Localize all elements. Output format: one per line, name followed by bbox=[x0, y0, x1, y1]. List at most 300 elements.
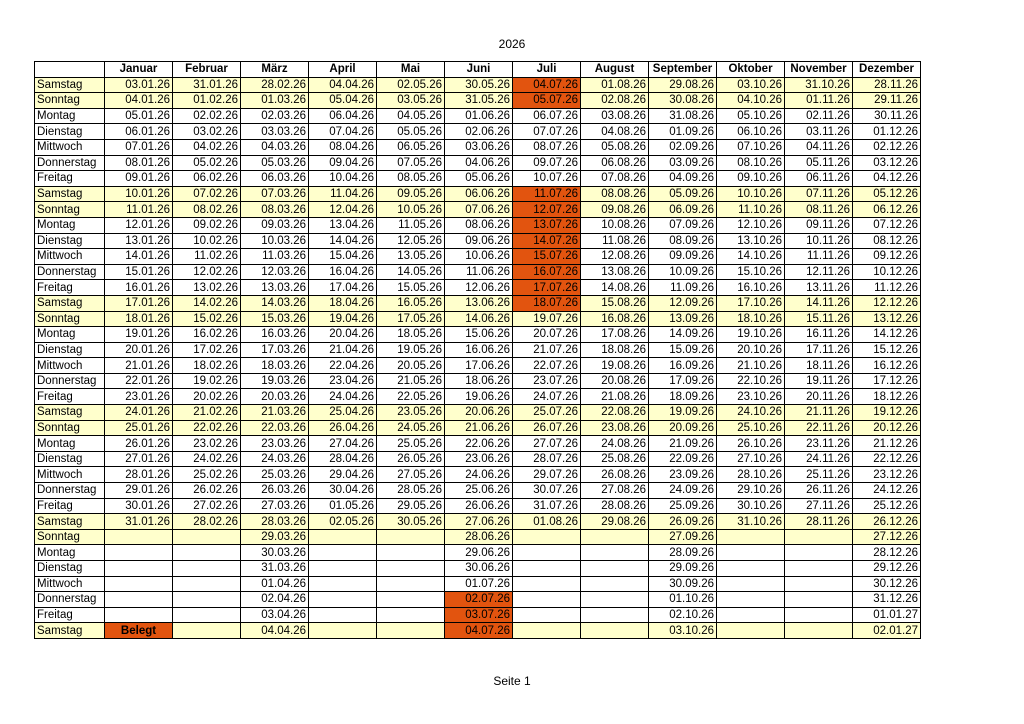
date-cell: 01.08.26 bbox=[581, 77, 649, 93]
date-cell: 10.05.26 bbox=[377, 202, 445, 218]
date-cell: 02.08.26 bbox=[581, 93, 649, 109]
date-cell: 02.01.27 bbox=[853, 623, 921, 639]
date-cell: 03.08.26 bbox=[581, 108, 649, 124]
weekday-label: Sonntag bbox=[35, 93, 105, 109]
date-cell: 16.04.26 bbox=[309, 264, 377, 280]
date-cell: 24.07.26 bbox=[513, 389, 581, 405]
date-cell: 23.05.26 bbox=[377, 405, 445, 421]
date-cell: 03.11.26 bbox=[785, 124, 853, 140]
date-cell bbox=[105, 592, 173, 608]
date-cell: 07.06.26 bbox=[445, 202, 513, 218]
date-cell: 21.11.26 bbox=[785, 405, 853, 421]
date-cell: 01.09.26 bbox=[649, 124, 717, 140]
date-cell: 26.12.26 bbox=[853, 514, 921, 530]
date-cell: 04.09.26 bbox=[649, 171, 717, 187]
date-cell: 14.06.26 bbox=[445, 311, 513, 327]
date-cell: 13.08.26 bbox=[581, 264, 649, 280]
date-cell: 05.09.26 bbox=[649, 186, 717, 202]
date-cell bbox=[173, 607, 241, 623]
date-cell: 24.10.26 bbox=[717, 405, 785, 421]
date-cell: 11.05.26 bbox=[377, 217, 445, 233]
date-cell: 13.04.26 bbox=[309, 217, 377, 233]
date-cell bbox=[377, 623, 445, 639]
date-cell: 11.04.26 bbox=[309, 186, 377, 202]
calendar-row bbox=[35, 233, 921, 249]
date-cell: 18.12.26 bbox=[853, 389, 921, 405]
weekday-label: Donnerstag bbox=[35, 264, 105, 280]
date-cell bbox=[309, 607, 377, 623]
weekday-label: Montag bbox=[35, 108, 105, 124]
date-cell: 24.11.26 bbox=[785, 451, 853, 467]
date-cell: 01.11.26 bbox=[785, 93, 853, 109]
date-cell: 29.08.26 bbox=[649, 77, 717, 93]
date-cell: 24.06.26 bbox=[445, 467, 513, 483]
date-cell: 01.10.26 bbox=[649, 592, 717, 608]
date-cell: 10.11.26 bbox=[785, 233, 853, 249]
date-cell: 19.02.26 bbox=[173, 373, 241, 389]
date-cell: 13.11.26 bbox=[785, 280, 853, 296]
date-cell: 13.09.26 bbox=[649, 311, 717, 327]
date-cell: 12.05.26 bbox=[377, 233, 445, 249]
weekday-label: Sonntag bbox=[35, 420, 105, 436]
date-cell: 31.08.26 bbox=[649, 108, 717, 124]
date-cell: 03.10.26 bbox=[649, 623, 717, 639]
date-cell: 04.01.26 bbox=[105, 93, 173, 109]
date-cell: 04.10.26 bbox=[717, 93, 785, 109]
date-cell: 07.05.26 bbox=[377, 155, 445, 171]
date-cell: 30.05.26 bbox=[445, 77, 513, 93]
date-cell: 27.12.26 bbox=[853, 529, 921, 545]
date-cell: 12.12.26 bbox=[853, 295, 921, 311]
weekday-label: Dienstag bbox=[35, 451, 105, 467]
date-cell: 01.02.26 bbox=[173, 93, 241, 109]
month-header: Mai bbox=[377, 62, 445, 78]
date-cell: 15.09.26 bbox=[649, 342, 717, 358]
month-header: September bbox=[649, 62, 717, 78]
date-cell: 04.08.26 bbox=[581, 124, 649, 140]
date-cell: 02.04.26 bbox=[241, 592, 309, 608]
date-cell: 23.03.26 bbox=[241, 436, 309, 452]
date-cell bbox=[513, 607, 581, 623]
date-cell bbox=[513, 561, 581, 577]
date-cell: 04.05.26 bbox=[377, 108, 445, 124]
date-cell bbox=[513, 592, 581, 608]
date-cell: 09.12.26 bbox=[853, 249, 921, 265]
date-cell: 09.03.26 bbox=[241, 217, 309, 233]
date-cell: 29.11.26 bbox=[853, 93, 921, 109]
date-cell bbox=[581, 576, 649, 592]
date-cell: 27.09.26 bbox=[649, 529, 717, 545]
date-cell bbox=[581, 592, 649, 608]
date-cell: 09.01.26 bbox=[105, 171, 173, 187]
date-cell: 11.08.26 bbox=[581, 233, 649, 249]
date-cell: 15.04.26 bbox=[309, 249, 377, 265]
date-cell: 07.01.26 bbox=[105, 139, 173, 155]
calendar-row bbox=[35, 529, 921, 545]
date-cell: 04.04.26 bbox=[241, 623, 309, 639]
date-cell bbox=[717, 545, 785, 561]
date-cell bbox=[377, 592, 445, 608]
date-cell: 16.10.26 bbox=[717, 280, 785, 296]
date-cell: 18.01.26 bbox=[105, 311, 173, 327]
date-cell: 01.01.27 bbox=[853, 607, 921, 623]
date-cell: 18.03.26 bbox=[241, 358, 309, 374]
calendar-header bbox=[35, 62, 921, 78]
date-cell: 07.07.26 bbox=[513, 124, 581, 140]
date-cell bbox=[581, 623, 649, 639]
calendar-row bbox=[35, 545, 921, 561]
date-cell: 23.02.26 bbox=[173, 436, 241, 452]
date-cell: 05.01.26 bbox=[105, 108, 173, 124]
date-cell: 05.05.26 bbox=[377, 124, 445, 140]
date-cell: 21.12.26 bbox=[853, 436, 921, 452]
date-cell: 12.01.26 bbox=[105, 217, 173, 233]
date-cell: 04.07.26 bbox=[513, 77, 581, 93]
date-cell: 14.12.26 bbox=[853, 327, 921, 343]
date-cell: 29.08.26 bbox=[581, 514, 649, 530]
date-cell: 15.02.26 bbox=[173, 311, 241, 327]
date-cell bbox=[377, 607, 445, 623]
date-cell: 29.10.26 bbox=[717, 483, 785, 499]
date-cell: 20.08.26 bbox=[581, 373, 649, 389]
date-cell: 22.04.26 bbox=[309, 358, 377, 374]
date-cell: 03.12.26 bbox=[853, 155, 921, 171]
date-cell: 20.04.26 bbox=[309, 327, 377, 343]
weekday-label: Samstag bbox=[35, 514, 105, 530]
date-cell: 20.06.26 bbox=[445, 405, 513, 421]
date-cell: 17.07.26 bbox=[513, 280, 581, 296]
weekday-label: Freitag bbox=[35, 280, 105, 296]
date-cell bbox=[513, 623, 581, 639]
date-cell bbox=[309, 623, 377, 639]
calendar-body bbox=[35, 77, 921, 638]
date-cell bbox=[377, 576, 445, 592]
date-cell: 16.05.26 bbox=[377, 295, 445, 311]
date-cell: 22.08.26 bbox=[581, 405, 649, 421]
date-cell: 28.01.26 bbox=[105, 467, 173, 483]
date-cell: 23.11.26 bbox=[785, 436, 853, 452]
weekday-label: Mittwoch bbox=[35, 358, 105, 374]
calendar-row bbox=[35, 389, 921, 405]
date-cell: 19.09.26 bbox=[649, 405, 717, 421]
date-cell: 08.07.26 bbox=[513, 139, 581, 155]
date-cell: 08.05.26 bbox=[377, 171, 445, 187]
date-cell bbox=[105, 545, 173, 561]
calendar-row bbox=[35, 311, 921, 327]
month-header: Juni bbox=[445, 62, 513, 78]
date-cell: 10.12.26 bbox=[853, 264, 921, 280]
date-cell bbox=[717, 561, 785, 577]
date-cell: 25.09.26 bbox=[649, 498, 717, 514]
weekday-label: Samstag bbox=[35, 186, 105, 202]
date-cell: 15.06.26 bbox=[445, 327, 513, 343]
date-cell: 08.11.26 bbox=[785, 202, 853, 218]
date-cell: 25.08.26 bbox=[581, 451, 649, 467]
date-cell: 22.05.26 bbox=[377, 389, 445, 405]
date-cell: 17.04.26 bbox=[309, 280, 377, 296]
date-cell: 02.09.26 bbox=[649, 139, 717, 155]
date-cell: 07.10.26 bbox=[717, 139, 785, 155]
date-cell bbox=[309, 545, 377, 561]
date-cell: 09.02.26 bbox=[173, 217, 241, 233]
date-cell: 30.09.26 bbox=[649, 576, 717, 592]
date-cell: 21.05.26 bbox=[377, 373, 445, 389]
date-cell: 13.07.26 bbox=[513, 217, 581, 233]
date-cell: 18.09.26 bbox=[649, 389, 717, 405]
date-cell: 06.02.26 bbox=[173, 171, 241, 187]
date-cell: 05.02.26 bbox=[173, 155, 241, 171]
date-cell: 26.10.26 bbox=[717, 436, 785, 452]
calendar-row bbox=[35, 186, 921, 202]
date-cell: 17.06.26 bbox=[445, 358, 513, 374]
date-cell: 23.07.26 bbox=[513, 373, 581, 389]
date-cell: 10.10.26 bbox=[717, 186, 785, 202]
date-cell: 05.10.26 bbox=[717, 108, 785, 124]
date-cell: 02.07.26 bbox=[445, 592, 513, 608]
date-cell: 27.05.26 bbox=[377, 467, 445, 483]
date-cell: 22.12.26 bbox=[853, 451, 921, 467]
date-cell: 06.05.26 bbox=[377, 139, 445, 155]
date-cell: 29.07.26 bbox=[513, 467, 581, 483]
date-cell: 03.01.26 bbox=[105, 77, 173, 93]
date-cell: 25.05.26 bbox=[377, 436, 445, 452]
calendar-row bbox=[35, 514, 921, 530]
date-cell: 01.06.26 bbox=[445, 108, 513, 124]
date-cell: 31.03.26 bbox=[241, 561, 309, 577]
weekday-label: Sonntag bbox=[35, 311, 105, 327]
calendar-row bbox=[35, 342, 921, 358]
weekday-label: Mittwoch bbox=[35, 467, 105, 483]
date-cell: 14.05.26 bbox=[377, 264, 445, 280]
date-cell: 12.11.26 bbox=[785, 264, 853, 280]
date-cell: 30.05.26 bbox=[377, 514, 445, 530]
date-cell: 24.08.26 bbox=[581, 436, 649, 452]
date-cell: 28.02.26 bbox=[241, 77, 309, 93]
date-cell: 27.10.26 bbox=[717, 451, 785, 467]
date-cell bbox=[785, 545, 853, 561]
date-cell: 16.01.26 bbox=[105, 280, 173, 296]
date-cell: 10.09.26 bbox=[649, 264, 717, 280]
date-cell: 16.02.26 bbox=[173, 327, 241, 343]
month-header: Januar bbox=[105, 62, 173, 78]
date-cell: 23.01.26 bbox=[105, 389, 173, 405]
date-cell: 09.05.26 bbox=[377, 186, 445, 202]
date-cell bbox=[105, 576, 173, 592]
calendar-row bbox=[35, 483, 921, 499]
date-cell bbox=[717, 592, 785, 608]
weekday-label: Donnerstag bbox=[35, 155, 105, 171]
date-cell: 19.08.26 bbox=[581, 358, 649, 374]
date-cell: 05.08.26 bbox=[581, 139, 649, 155]
date-cell: 26.11.26 bbox=[785, 483, 853, 499]
month-header: Oktober bbox=[717, 62, 785, 78]
date-cell: 24.03.26 bbox=[241, 451, 309, 467]
date-cell: 28.12.26 bbox=[853, 545, 921, 561]
month-header: November bbox=[785, 62, 853, 78]
date-cell bbox=[513, 545, 581, 561]
date-cell: 29.09.26 bbox=[649, 561, 717, 577]
date-cell: 19.06.26 bbox=[445, 389, 513, 405]
weekday-label: Montag bbox=[35, 545, 105, 561]
calendar-row bbox=[35, 124, 921, 140]
date-cell: 28.03.26 bbox=[241, 514, 309, 530]
calendar-row bbox=[35, 249, 921, 265]
date-cell: 02.06.26 bbox=[445, 124, 513, 140]
date-cell: 09.06.26 bbox=[445, 233, 513, 249]
date-cell: 03.02.26 bbox=[173, 124, 241, 140]
date-cell: 03.03.26 bbox=[241, 124, 309, 140]
date-cell: 31.12.26 bbox=[853, 592, 921, 608]
date-cell: 13.03.26 bbox=[241, 280, 309, 296]
date-cell: 05.12.26 bbox=[853, 186, 921, 202]
date-cell: 06.12.26 bbox=[853, 202, 921, 218]
date-cell: 08.04.26 bbox=[309, 139, 377, 155]
date-cell bbox=[173, 576, 241, 592]
date-cell: 27.04.26 bbox=[309, 436, 377, 452]
month-header: Juli bbox=[513, 62, 581, 78]
date-cell: 16.03.26 bbox=[241, 327, 309, 343]
date-cell: 06.01.26 bbox=[105, 124, 173, 140]
date-cell: 28.07.26 bbox=[513, 451, 581, 467]
date-cell: 31.10.26 bbox=[785, 77, 853, 93]
date-cell bbox=[785, 576, 853, 592]
month-header-row bbox=[35, 62, 921, 78]
date-cell: 08.12.26 bbox=[853, 233, 921, 249]
date-cell: 09.09.26 bbox=[649, 249, 717, 265]
date-cell: 04.04.26 bbox=[309, 77, 377, 93]
date-cell: 04.03.26 bbox=[241, 139, 309, 155]
weekday-label: Freitag bbox=[35, 171, 105, 187]
calendar-row bbox=[35, 280, 921, 296]
date-cell: 30.08.26 bbox=[649, 93, 717, 109]
date-cell: 25.03.26 bbox=[241, 467, 309, 483]
date-cell: 06.03.26 bbox=[241, 171, 309, 187]
date-cell: 07.09.26 bbox=[649, 217, 717, 233]
date-cell: 02.05.26 bbox=[377, 77, 445, 93]
date-cell: 21.04.26 bbox=[309, 342, 377, 358]
date-cell: 24.04.26 bbox=[309, 389, 377, 405]
calendar-row bbox=[35, 77, 921, 93]
date-cell: 26.06.26 bbox=[445, 498, 513, 514]
date-cell: 17.03.26 bbox=[241, 342, 309, 358]
date-cell: 24.02.26 bbox=[173, 451, 241, 467]
date-cell: 27.01.26 bbox=[105, 451, 173, 467]
month-header: August bbox=[581, 62, 649, 78]
date-cell: 27.02.26 bbox=[173, 498, 241, 514]
calendar-row bbox=[35, 607, 921, 623]
weekday-label: Freitag bbox=[35, 607, 105, 623]
date-cell: 30.07.26 bbox=[513, 483, 581, 499]
date-cell: 20.07.26 bbox=[513, 327, 581, 343]
date-cell bbox=[173, 529, 241, 545]
date-cell: 12.09.26 bbox=[649, 295, 717, 311]
date-cell: 15.05.26 bbox=[377, 280, 445, 296]
date-cell: 29.05.26 bbox=[377, 498, 445, 514]
date-cell: 06.06.26 bbox=[445, 186, 513, 202]
date-cell: 15.03.26 bbox=[241, 311, 309, 327]
date-cell: 27.11.26 bbox=[785, 498, 853, 514]
date-cell: 04.02.26 bbox=[173, 139, 241, 155]
weekday-label: Mittwoch bbox=[35, 576, 105, 592]
date-cell: 25.07.26 bbox=[513, 405, 581, 421]
date-cell: 09.10.26 bbox=[717, 171, 785, 187]
date-cell: 15.11.26 bbox=[785, 311, 853, 327]
date-cell: 29.03.26 bbox=[241, 529, 309, 545]
date-cell bbox=[377, 561, 445, 577]
date-cell: 21.02.26 bbox=[173, 405, 241, 421]
date-cell: 17.12.26 bbox=[853, 373, 921, 389]
date-cell: 20.12.26 bbox=[853, 420, 921, 436]
date-cell: 03.06.26 bbox=[445, 139, 513, 155]
date-cell: 14.08.26 bbox=[581, 280, 649, 296]
date-cell bbox=[785, 561, 853, 577]
date-cell: 23.06.26 bbox=[445, 451, 513, 467]
calendar-row bbox=[35, 436, 921, 452]
date-cell: 14.09.26 bbox=[649, 327, 717, 343]
calendar-row bbox=[35, 139, 921, 155]
calendar-row bbox=[35, 217, 921, 233]
weekday-label: Montag bbox=[35, 327, 105, 343]
calendar-row bbox=[35, 264, 921, 280]
date-cell: 28.09.26 bbox=[649, 545, 717, 561]
date-cell: 28.10.26 bbox=[717, 467, 785, 483]
date-cell: 24.09.26 bbox=[649, 483, 717, 499]
date-cell: 12.03.26 bbox=[241, 264, 309, 280]
date-cell: 27.08.26 bbox=[581, 483, 649, 499]
date-cell: 18.08.26 bbox=[581, 342, 649, 358]
date-cell: 23.12.26 bbox=[853, 467, 921, 483]
date-cell: 05.06.26 bbox=[445, 171, 513, 187]
date-cell: 20.11.26 bbox=[785, 389, 853, 405]
date-cell: 28.06.26 bbox=[445, 529, 513, 545]
date-cell: 22.02.26 bbox=[173, 420, 241, 436]
date-cell: 23.04.26 bbox=[309, 373, 377, 389]
date-cell: 17.05.26 bbox=[377, 311, 445, 327]
date-cell: 21.06.26 bbox=[445, 420, 513, 436]
date-cell: 12.06.26 bbox=[445, 280, 513, 296]
weekday-label: Samstag bbox=[35, 623, 105, 639]
date-cell: 25.10.26 bbox=[717, 420, 785, 436]
date-cell bbox=[785, 623, 853, 639]
date-cell: 11.10.26 bbox=[717, 202, 785, 218]
booked-legend: Belegt bbox=[105, 623, 173, 639]
date-cell: 26.02.26 bbox=[173, 483, 241, 499]
date-cell: 25.06.26 bbox=[445, 483, 513, 499]
calendar-row bbox=[35, 295, 921, 311]
date-cell: 16.11.26 bbox=[785, 327, 853, 343]
date-cell: 21.10.26 bbox=[717, 358, 785, 374]
date-cell: 28.02.26 bbox=[173, 514, 241, 530]
weekday-label: Freitag bbox=[35, 389, 105, 405]
date-cell: 06.08.26 bbox=[581, 155, 649, 171]
date-cell: 28.05.26 bbox=[377, 483, 445, 499]
date-cell: 21.03.26 bbox=[241, 405, 309, 421]
weekday-label: Donnerstag bbox=[35, 373, 105, 389]
date-cell: 20.10.26 bbox=[717, 342, 785, 358]
date-cell: 01.07.26 bbox=[445, 576, 513, 592]
date-cell: 06.09.26 bbox=[649, 202, 717, 218]
date-cell bbox=[785, 592, 853, 608]
date-cell: 15.10.26 bbox=[717, 264, 785, 280]
month-header: März bbox=[241, 62, 309, 78]
date-cell: 03.04.26 bbox=[241, 607, 309, 623]
date-cell: 11.12.26 bbox=[853, 280, 921, 296]
date-cell: 08.08.26 bbox=[581, 186, 649, 202]
date-cell: 08.09.26 bbox=[649, 233, 717, 249]
date-cell: 05.04.26 bbox=[309, 93, 377, 109]
calendar-row bbox=[35, 592, 921, 608]
date-cell: 27.07.26 bbox=[513, 436, 581, 452]
